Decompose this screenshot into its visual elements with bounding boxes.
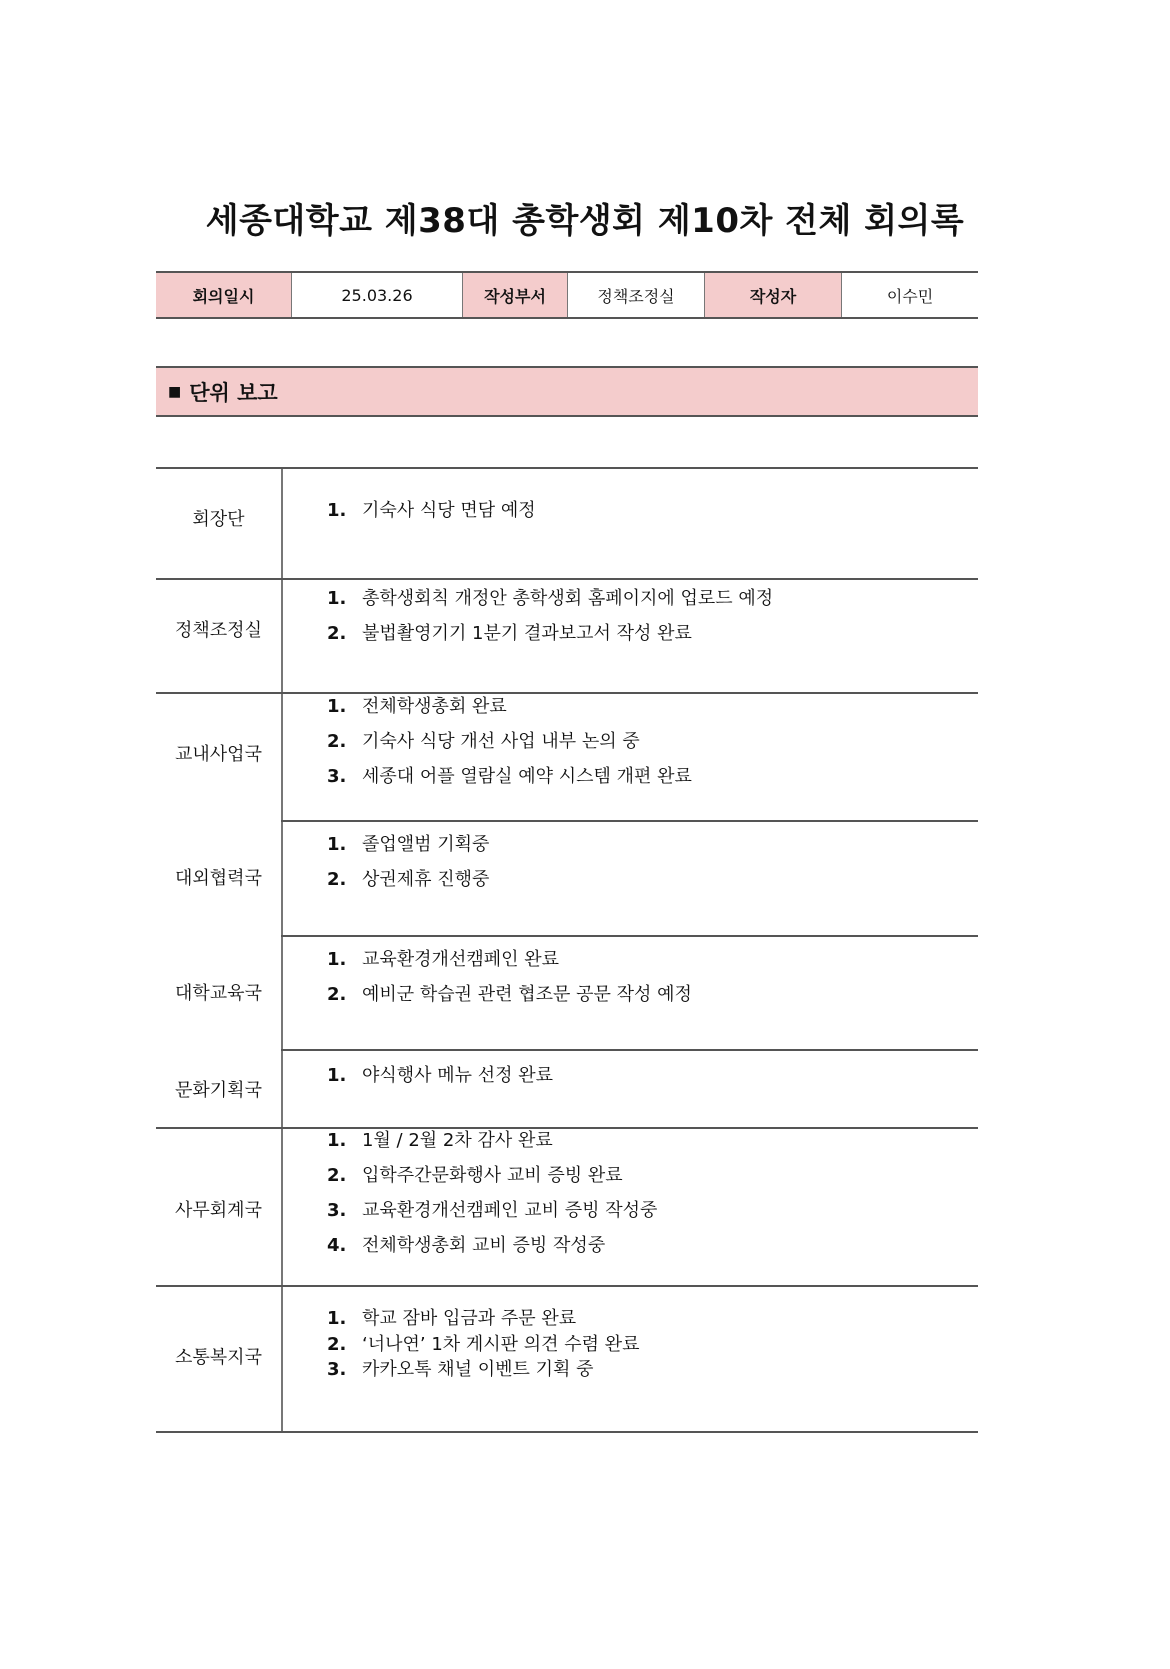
dept-name: 대외협력국 [175,868,262,889]
dept-name: 회장단 [192,509,245,530]
report-item [327,727,640,753]
report-item [327,1355,594,1381]
item-number: 2. [327,869,347,890]
section-header [156,366,978,417]
row-divider [281,820,978,822]
item-text: 1월 / 2월 2차 감사 완료 [362,1130,553,1151]
dept-name: 대학교육국 [175,983,262,1004]
item-text: 세종대 어플 열람실 예약 시스템 개편 완료 [362,766,692,787]
item-number: 1. [327,1065,347,1086]
report-item [327,945,559,971]
row-divider [156,578,978,580]
square-bullet-icon: ■ [168,383,182,400]
item-text: 불법촬영기기 1분기 결과보고서 작성 완료 [362,623,692,644]
item-text: 기숙사 식당 면담 예정 [362,500,536,521]
item-text: 기숙사 식당 개선 사업 내부 논의 중 [362,731,640,752]
dept-label: 작성부서 [463,273,568,317]
item-text: 입학주간문화행사 교비 증빙 완료 [362,1165,623,1186]
report-item [327,1196,657,1222]
dept-name: 소통복지국 [175,1347,262,1368]
document-title: 세종대학교 제38대 총학생회 제10차 전체 회의록 [205,201,965,241]
item-number: 2. [327,1165,347,1186]
item-number: 1. [327,696,347,717]
item-text: 상권제휴 진행중 [362,869,490,890]
dept-name: 교내사업국 [175,744,262,765]
item-number: 2. [327,623,347,644]
report-item [327,619,692,645]
item-number: 1. [327,1308,347,1329]
row-divider [156,1285,978,1287]
item-number: 3. [327,766,347,787]
item-text: 교육환경개선캠페인 교비 증빙 작성중 [362,1200,658,1221]
item-text: 전체학생총회 완료 [362,696,507,717]
author-label: 작성자 [705,273,842,317]
report-item [327,692,507,718]
item-text: 학교 잠바 입금과 주문 완료 [362,1308,577,1329]
section-title: 단위 보고 [189,380,278,405]
report-item [327,496,536,522]
item-number: 1. [327,500,347,521]
item-number: 1. [327,588,347,609]
report-item [327,830,489,856]
item-number: 4. [327,1235,347,1256]
row-divider [156,1127,978,1129]
report-item [327,584,773,610]
meeting-date-label: 회의일시 [156,273,292,317]
row-divider [281,935,978,937]
report-item [327,1161,623,1187]
report-item [327,980,692,1006]
report-item [327,1330,640,1356]
author-value: 이수민 [886,286,934,306]
meeting-date-value: 25.03.26 [292,273,463,317]
item-text: 교육환경개선캠페인 완료 [362,949,559,970]
report-item [327,762,692,788]
item-number: 1. [327,949,347,970]
dept-name: 사무회계국 [175,1200,262,1221]
report-item [327,1126,553,1152]
item-number: 2. [327,984,347,1005]
item-number: 2. [327,1334,347,1355]
report-item [327,1231,605,1257]
dept-name: 문화기획국 [175,1080,262,1101]
item-number: 3. [327,1200,347,1221]
row-divider [156,692,978,694]
item-number: 1. [327,834,347,855]
item-text: 예비군 학습권 관련 협조문 공문 작성 예정 [362,984,692,1005]
report-item [327,1061,553,1087]
report-item [327,1304,576,1330]
item-number: 2. [327,731,347,752]
item-text: 야식행사 메뉴 선정 완료 [362,1065,554,1086]
dept-value: 정책조정실 [568,273,705,317]
item-number: 1. [327,1130,347,1151]
row-divider [281,1049,978,1051]
unit-report-table [156,467,978,1433]
item-text: 카카오톡 채널 이벤트 기획 중 [362,1359,594,1380]
item-text: 졸업앨범 기획중 [362,834,490,855]
meeting-info-table [156,271,978,319]
dept-name: 정책조정실 [175,620,262,641]
report-item [327,865,489,891]
item-text: ‘너나연’ 1차 게시판 의견 수렴 완료 [362,1334,640,1355]
item-number: 3. [327,1359,347,1380]
item-text: 총학생회칙 개정안 총학생회 홈페이지에 업로드 예정 [362,588,774,609]
item-text: 전체학생총회 교비 증빙 작성중 [362,1235,606,1256]
